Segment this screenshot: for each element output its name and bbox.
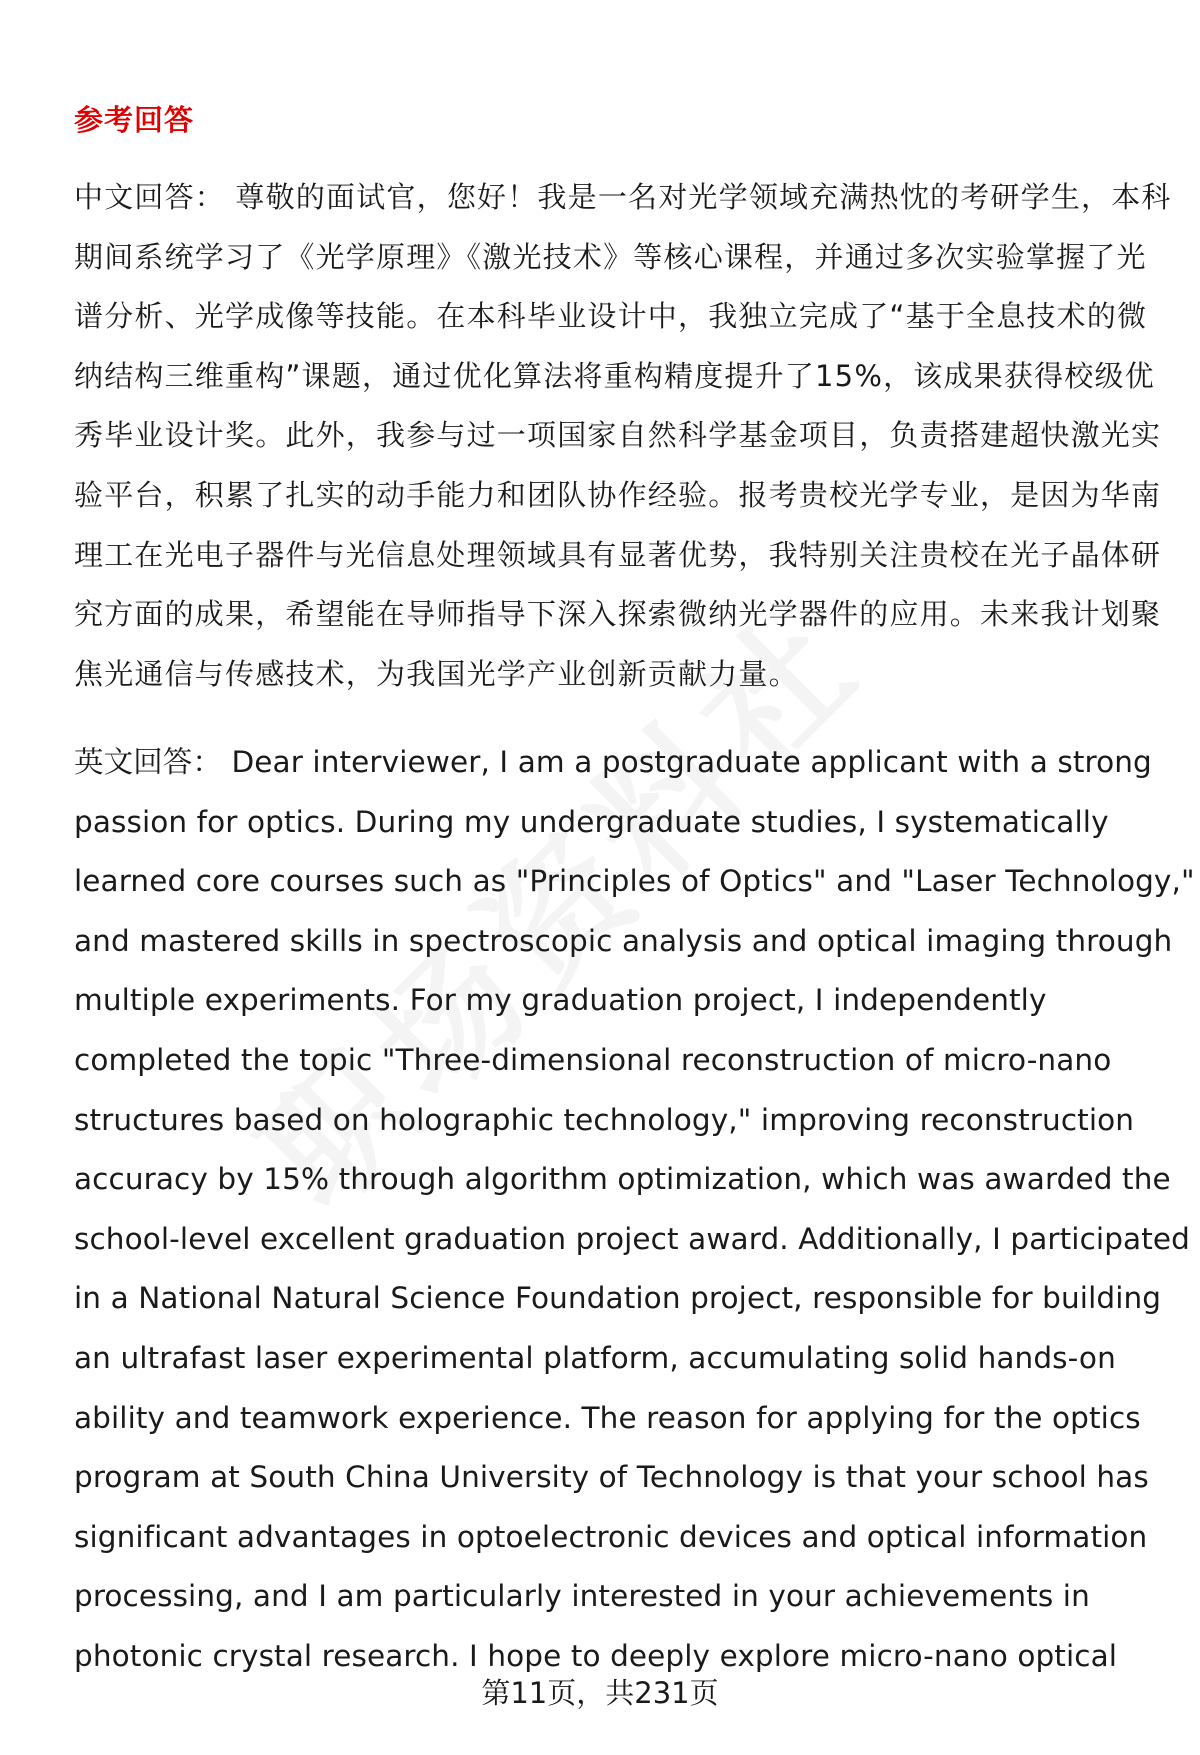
paragraph-line: 理工在光电子器件与光信息处理领域具有显著优势，我特别关注贵校在光子晶体研 — [74, 537, 1162, 572]
paragraph-line: 究方面的成果，希望能在导师指导下深入探索微纳光学器件的应用。未来我计划聚 — [74, 597, 1162, 632]
paragraph-line: school-level excellent graduation project award. Additionally, I participated — [74, 1221, 1190, 1256]
english-answer-paragraph — [74, 733, 1195, 1687]
chinese-answer-paragraph — [74, 168, 1172, 704]
paragraph-line: 焦光通信与传感技术，为我国光学产业创新贡献力量。 — [74, 656, 799, 691]
paragraph-line: 纳结构三维重构”课题，通过优化算法将重构精度提升了15%，该成果获得校级优 — [74, 358, 1155, 393]
paragraph-line: 英文回答： Dear interviewer, I am a postgraduate applicant with a strong — [74, 745, 1152, 779]
paragraph-line: 验平台，积累了扎实的动手能力和团队协作经验。报考贵校光学专业，是因为华南 — [74, 477, 1162, 512]
paragraph-line: accuracy by 15% through algorithm optimization, which was awarded the — [74, 1162, 1171, 1197]
paragraph-line: ability and teamwork experience. The reason for applying for the optics — [74, 1400, 1141, 1435]
paragraph-line: significant advantages in optoelectronic devices and optical information — [74, 1519, 1148, 1554]
paragraph-line: photonic crystal research. I hope to deeply explore micro-nano optical — [74, 1638, 1118, 1673]
paragraph-line: program at South China University of Technology is that your school has — [74, 1460, 1149, 1495]
paragraph-line: 期间系统学习了《光学原理》《激光技术》等核心课程，并通过多次实验掌握了光 — [74, 239, 1147, 274]
paragraph-line: and mastered skills in spectroscopic analysis and optical imaging through — [74, 923, 1173, 958]
paragraph-line: passion for optics. During my undergraduate studies, I systematically — [74, 804, 1109, 839]
paragraph-line: processing, and I am particularly interested in your achievements in — [74, 1579, 1090, 1614]
paragraph-line: completed the topic "Three-dimensional reconstruction of micro-nano — [74, 1042, 1112, 1077]
paragraph-line: multiple experiments. For my graduation project, I independently — [74, 983, 1047, 1018]
paragraph-line: an ultrafast laser experimental platform, accumulating solid hands-on — [74, 1340, 1116, 1375]
paragraph-line: learned core courses such as "Principles of Optics" and "Laser Technology," — [74, 864, 1195, 899]
paragraph-line: 谱分析、光学成像等技能。在本科毕业设计中，我独立完成了“基于全息技术的微 — [74, 299, 1148, 334]
section-heading: 参考回答 — [74, 103, 195, 137]
paragraph-line: 秀毕业设计奖。此外，我参与过一项国家自然科学基金项目，负责搭建超快激光实 — [74, 418, 1162, 453]
paragraph-line: 中文回答： 尊敬的面试官，您好！我是一名对光学领域充满热忱的考研学生，本科 — [74, 180, 1172, 214]
paragraph-line: in a National Natural Science Foundation project, responsible for building — [74, 1281, 1162, 1316]
paragraph-line: structures based on holographic technology," improving reconstruction — [74, 1102, 1135, 1137]
page-number-footer: 第11页，共231页 — [481, 1676, 719, 1710]
